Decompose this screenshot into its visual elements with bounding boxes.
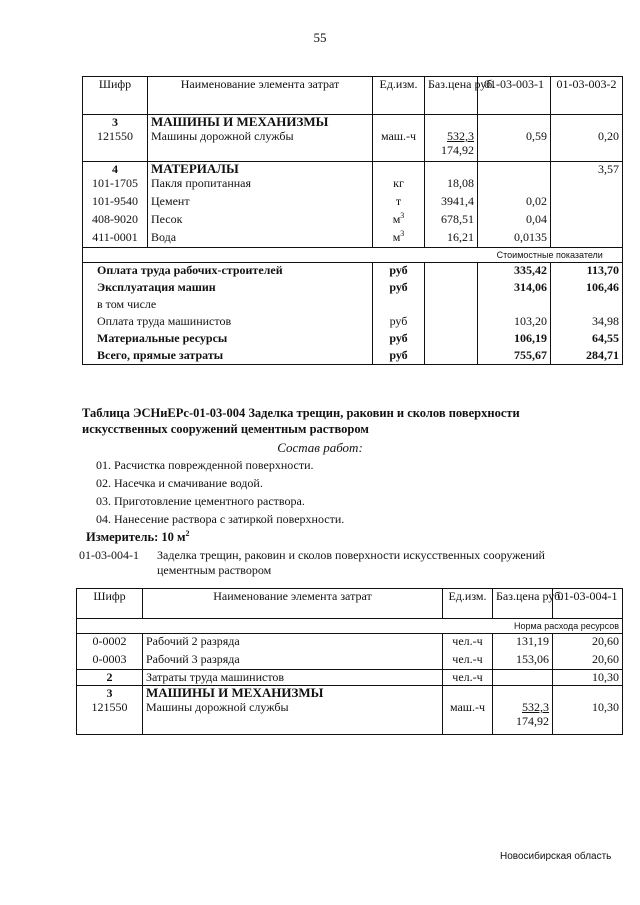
unit-exponent: 3 [400,210,405,220]
row-unit: маш.-ч [443,700,493,734]
row-value-1: 0,02 [478,194,551,212]
row-price [425,129,478,161]
table-row [77,634,623,652]
row-price: 18,08 [425,176,478,194]
table-row [83,230,623,248]
header-name: Наименование элемента затрат [148,77,373,115]
row-name: Вода [148,230,373,248]
row-name: Рабочий 2 разряда [143,634,443,652]
row-unit: маш.-ч [373,129,425,161]
row-unit: чел.-ч [443,652,493,670]
row-name: Цемент [148,194,373,212]
header-col-2: 01-03-003-2 [551,77,623,115]
row-price: 131,19 [493,634,553,652]
row-value: 10,30 [553,670,623,686]
row-name: Машины дорожной службы [143,700,443,734]
row-price: 3941,4 [425,194,478,212]
unit-exponent: 3 [400,228,405,238]
cost-value-1: 106,19 [478,331,551,348]
header-code: Шифр [77,589,143,619]
section-heading-row [77,686,623,701]
cost-name: Эксплуатация машин [83,280,373,297]
row-value: 20,60 [553,634,623,652]
row-value: 10,30 [553,700,623,734]
unit-text: м [392,229,401,244]
row-unit [373,230,425,248]
cost-row [83,331,623,348]
table-row [83,176,623,194]
row-code: 0-0002 [77,634,143,652]
work-item: 03. Приготовление цементного раствора. [96,494,305,508]
table-title: Таблица ЭСНиЕРс-01-03-004 Заделка трещин, раковин и сколов поверхности искусственных сооружений цементным раствором [82,406,520,436]
row-code: 121550 [83,129,148,161]
table-row [77,700,623,734]
composition-label: Состав работ: [277,440,363,455]
header-price: Баз.цена руб. [425,77,478,115]
row-name: Песок [148,212,373,230]
price-secondary: 174,92 [516,714,549,728]
cost-unit: руб [373,348,425,365]
row-price: 153,06 [493,652,553,670]
table-header-row [77,589,623,619]
section-number: 4 [83,161,148,176]
cost-value-1: 314,06 [478,280,551,297]
price-main: 532,3 [522,700,549,714]
row-value-1: 0,0135 [478,230,551,248]
cost-value-2: 113,70 [551,263,623,280]
row-price: 16,21 [425,230,478,248]
header-unit: Ед.изм. [443,589,493,619]
row-code: 121550 [77,700,143,734]
row-unit: чел.-ч [443,670,493,686]
cost-unit: руб [373,314,425,331]
price-main: 532,3 [447,129,474,143]
norm-header-row [77,619,623,634]
header-col-1: 01-03-004-1 [553,589,623,619]
cost-value-1: 335,42 [478,263,551,280]
measure-exponent: 2 [185,528,190,538]
cost-name: в том числе [83,297,373,314]
resource-table-01-03-003 [82,76,623,365]
cost-name: Оплата труда машинистов [83,314,373,331]
table-header-row [83,77,623,115]
row-value-1 [478,176,551,194]
row-code: 2 [77,670,143,686]
row-name: Затраты труда машинистов [143,670,443,686]
header-unit: Ед.изм. [373,77,425,115]
cost-name: Всего, прямые затраты [83,348,373,365]
section-heading-row [83,115,623,130]
cost-value-2: 106,46 [551,280,623,297]
cost-row [83,280,623,297]
table-row [83,129,623,161]
row-unit: кг [373,176,425,194]
row-value-2: 0,20 [551,129,623,161]
row-code: 0-0003 [77,652,143,670]
header-name: Наименование элемента затрат [143,589,443,619]
cost-header-row [83,248,623,263]
row-value-1: 0,59 [478,129,551,161]
table-row [83,212,623,230]
item-code: 01-03-004-1 [79,548,139,562]
table-row [83,194,623,212]
row-value: 20,60 [553,652,623,670]
cost-name: Материальные ресурсы [83,331,373,348]
row-code: 408-9020 [83,212,148,230]
section-title: МАШИНЫ И МЕХАНИЗМЫ [143,686,443,701]
cost-unit: руб [373,331,425,348]
work-item: 02. Насечка и смачивание водой. [96,476,263,490]
cost-unit: руб [373,263,425,280]
item-description: Заделка трещин, раковин и сколов поверхности искусственных сооружений цементным раствором [157,548,545,577]
measure-text: Измеритель: 10 м [86,530,186,544]
row-name: Пакля пропитанная [148,176,373,194]
cost-header: Стоимостные показатели [478,248,623,263]
row-code: 101-1705 [83,176,148,194]
footer-region: Новосибирская область [500,851,612,862]
cost-value-2: 34,98 [551,314,623,331]
row-value-2: 3,57 [551,162,623,180]
work-item: 01. Расчистка поврежденной поверхности. [96,458,314,472]
section-title: МАТЕРИАЛЫ [148,161,373,176]
row-unit [373,212,425,230]
row-name: Рабочий 3 разряда [143,652,443,670]
unit-text: м [392,211,401,226]
page-number: 55 [313,30,327,45]
section-heading-row [83,161,623,176]
row-unit: т [373,194,425,212]
norm-header: Норма расхода ресурсов [443,619,623,634]
cost-unit: руб [373,280,425,297]
table-row [77,670,623,686]
price-secondary: 174,92 [441,143,474,157]
cost-row [83,314,623,331]
row-code: 101-9540 [83,194,148,212]
cost-name: Оплата труда рабочих-строителей [83,263,373,280]
resource-table-01-03-004 [76,588,623,735]
measure-label [86,530,190,545]
cost-value-1: 103,20 [478,314,551,331]
row-unit: чел.-ч [443,634,493,652]
header-col-1: 01-03-003-1 [478,77,551,115]
row-code: 411-0001 [83,230,148,248]
row-price: 678,51 [425,212,478,230]
section-title: МАШИНЫ И МЕХАНИЗМЫ [148,115,373,130]
cost-value-2: 64,55 [551,331,623,348]
cost-row [83,263,623,280]
cost-row [83,348,623,365]
section-number: 3 [77,686,143,701]
header-code: Шифр [83,77,148,115]
table-row [77,652,623,670]
section-number: 3 [83,115,148,130]
cost-value-2: 284,71 [551,348,623,365]
row-value-1: 0,04 [478,212,551,230]
cost-value-1: 755,67 [478,348,551,365]
work-item: 04. Нанесение раствора с затиркой поверхности. [96,512,345,526]
header-price: Баз.цена руб. [493,589,553,619]
cost-row [83,297,623,314]
row-name: Машины дорожной службы [148,129,373,161]
row-price [493,700,553,734]
